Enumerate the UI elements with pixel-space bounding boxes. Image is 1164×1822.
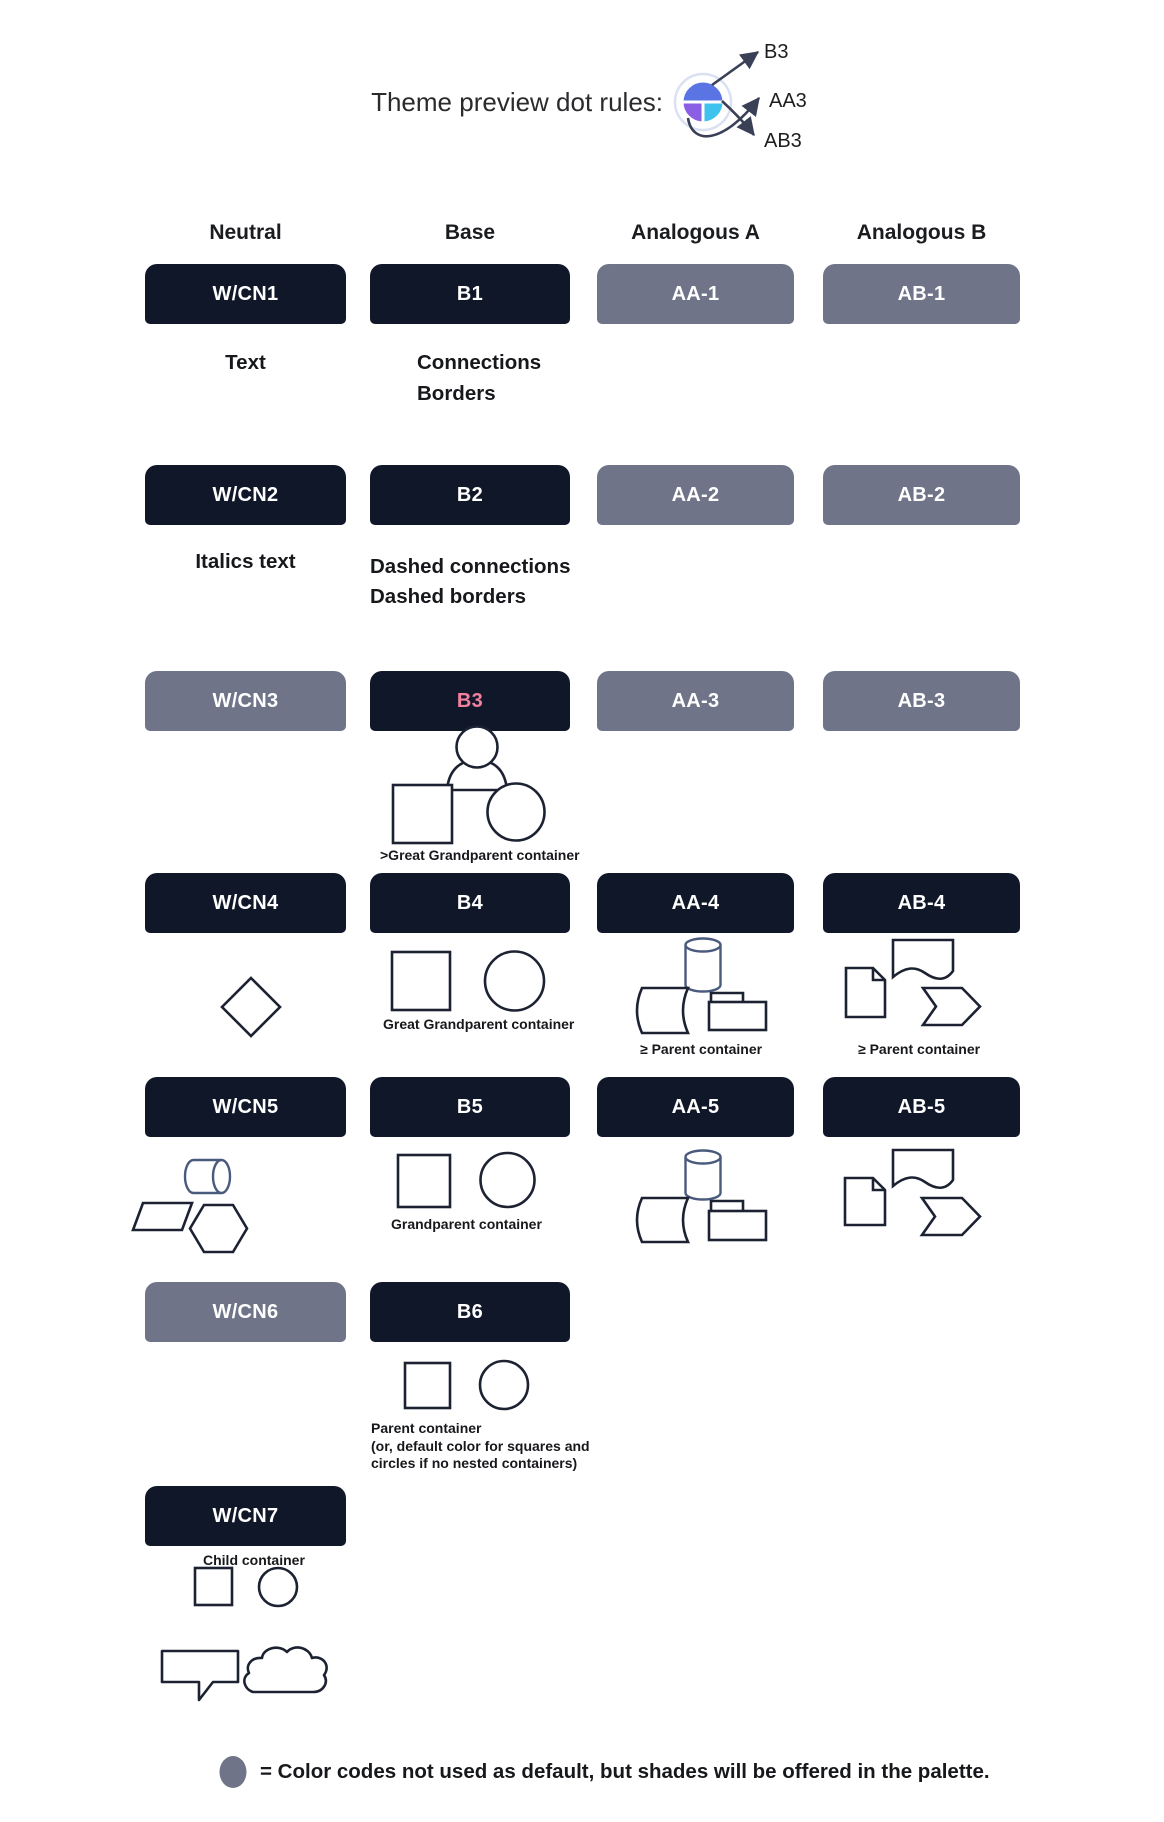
stored-data-icon bbox=[637, 988, 688, 1033]
swatch-wcn7 bbox=[145, 1486, 346, 1546]
cylinder-top-icon bbox=[686, 1151, 721, 1164]
caption-parent-line1: Parent container bbox=[371, 1420, 482, 1436]
swatch-wcn4 bbox=[145, 873, 346, 933]
caption-dashed-connections: Dashed connections bbox=[370, 555, 571, 578]
caption-child: Child container bbox=[203, 1552, 305, 1568]
caption-parent-ab4: ≥ Parent container bbox=[858, 1041, 981, 1057]
column-header-analogous-b: Analogous B bbox=[856, 221, 987, 244]
column-header-analogous-a: Analogous A bbox=[631, 221, 760, 244]
swatch-wcn3 bbox=[145, 671, 346, 731]
swatch-ab4 bbox=[823, 873, 1020, 933]
swatch-label: W/CN7 bbox=[212, 1504, 279, 1527]
document-icon bbox=[846, 968, 885, 1017]
page-title: Theme preview dot rules: bbox=[371, 87, 663, 117]
color-dot-icon bbox=[219, 1755, 247, 1789]
caption-dashed bbox=[370, 552, 571, 612]
legend-text: = Color codes not used as default, but shades will be offered in the palette. bbox=[260, 1760, 990, 1783]
swatch-wcn6 bbox=[145, 1282, 346, 1342]
wcn7-extra-shapes bbox=[155, 1640, 335, 1708]
chevron-icon bbox=[922, 1198, 980, 1235]
swatch-label: AA-4 bbox=[671, 891, 720, 914]
swatch-label: B5 bbox=[456, 1095, 484, 1118]
swatch-b2 bbox=[370, 465, 570, 525]
tabbed-rect-icon bbox=[709, 1211, 766, 1240]
cloud-icon bbox=[244, 1647, 326, 1692]
arrow-to-b3 bbox=[712, 52, 758, 85]
folder-tab-icon bbox=[711, 1201, 743, 1211]
swatch-ab5 bbox=[823, 1077, 1020, 1137]
square-icon bbox=[392, 952, 450, 1010]
swatch-label: B1 bbox=[456, 282, 484, 305]
dot-label-ab3: AB3 bbox=[764, 130, 802, 152]
dot-bottom-right-cyan bbox=[703, 102, 724, 123]
swatch-label: AA-3 bbox=[671, 689, 720, 712]
square-icon bbox=[405, 1363, 450, 1408]
stored-data-icon bbox=[637, 1198, 688, 1242]
swatch-label: AB-5 bbox=[897, 1095, 946, 1118]
speech-bubble-icon bbox=[162, 1651, 238, 1700]
ab4-shapes bbox=[835, 930, 995, 1038]
caption-parent-block bbox=[371, 1420, 590, 1473]
swatch-ab3 bbox=[823, 671, 1020, 731]
dot-bottom-left-purple bbox=[682, 102, 703, 123]
circle-icon bbox=[488, 784, 545, 841]
swatch-label: W/CN4 bbox=[212, 891, 279, 914]
caption-parent-line3: circles if no nested containers) bbox=[371, 1455, 578, 1471]
wavy-document-icon bbox=[893, 1150, 953, 1188]
circle-icon bbox=[259, 1568, 297, 1606]
swatch-label: W/CN3 bbox=[212, 689, 279, 712]
hexagon-icon bbox=[190, 1205, 247, 1252]
swatch-b4 bbox=[370, 873, 570, 933]
b4-shapes bbox=[385, 944, 550, 1019]
tabbed-rect-icon bbox=[709, 1002, 766, 1030]
caption-parent-line2: (or, default color for squares and bbox=[371, 1437, 590, 1454]
horizontal-cylinder-end-icon bbox=[213, 1160, 230, 1193]
aa5-shapes bbox=[625, 1140, 790, 1248]
square-icon bbox=[398, 1155, 450, 1207]
swatch-label: W/CN6 bbox=[212, 1300, 279, 1323]
swatch-ab2 bbox=[823, 465, 1020, 525]
swatch-b1 bbox=[370, 264, 570, 324]
swatch-label: AB-2 bbox=[897, 483, 946, 506]
swatch-wcn2 bbox=[145, 465, 346, 525]
wavy-document-icon bbox=[893, 940, 953, 979]
wcn5-shapes bbox=[125, 1148, 260, 1258]
swatch-label: B4 bbox=[456, 891, 484, 914]
caption-connections: Connections bbox=[417, 351, 542, 374]
swatch-aa1 bbox=[597, 264, 794, 324]
swatch-aa2 bbox=[597, 465, 794, 525]
caption-parent-aa4: ≥ Parent container bbox=[640, 1041, 763, 1057]
circle-icon bbox=[485, 952, 544, 1011]
swatch-wcn5 bbox=[145, 1077, 346, 1137]
b6-shapes bbox=[398, 1356, 533, 1412]
swatch-label: B2 bbox=[456, 483, 484, 506]
dot-top-half-blue bbox=[682, 81, 724, 102]
swatch-label: AA-5 bbox=[671, 1095, 720, 1118]
square-icon bbox=[195, 1568, 232, 1605]
caption-connections-borders bbox=[417, 347, 541, 409]
swatch-label: AB-4 bbox=[897, 891, 946, 914]
swatch-b5 bbox=[370, 1077, 570, 1137]
wcn4-shapes bbox=[218, 974, 284, 1040]
swatch-label: W/CN2 bbox=[212, 483, 279, 506]
square-icon bbox=[393, 785, 452, 843]
swatch-aa4 bbox=[597, 873, 794, 933]
dot-label-b3: B3 bbox=[764, 41, 789, 63]
swatch-wcn1 bbox=[145, 264, 346, 324]
swatch-b6 bbox=[370, 1282, 570, 1342]
column-header-neutral: Neutral bbox=[209, 221, 282, 244]
parallelogram-icon bbox=[133, 1203, 192, 1230]
swatch-aa3 bbox=[597, 671, 794, 731]
caption-great-grandparent: Great Grandparent container bbox=[383, 1016, 575, 1032]
swatch-aa5 bbox=[597, 1077, 794, 1137]
document-icon bbox=[845, 1178, 885, 1225]
caption-borders: Borders bbox=[417, 382, 496, 405]
aa4-shapes bbox=[625, 930, 790, 1038]
b3-shape-cluster bbox=[370, 720, 570, 865]
swatch-label: W/CN5 bbox=[212, 1095, 279, 1118]
folder-tab-icon bbox=[711, 993, 743, 1002]
caption-text: Text bbox=[225, 351, 266, 374]
swatch-label-pink: B3 bbox=[456, 689, 484, 712]
wcn7-shapes bbox=[188, 1562, 303, 1610]
legend bbox=[219, 1753, 990, 1791]
caption-great-grandparent-gt: >Great Grandparent container bbox=[380, 847, 580, 863]
chevron-icon bbox=[923, 988, 980, 1025]
swatch-label: AA-1 bbox=[671, 282, 720, 305]
diamond-icon bbox=[222, 978, 280, 1036]
b5-shapes bbox=[390, 1148, 545, 1213]
caption-grandparent: Grandparent container bbox=[391, 1216, 542, 1232]
swatch-label: AB-3 bbox=[897, 689, 946, 712]
caption-italics-text: Italics text bbox=[195, 550, 296, 573]
circle-icon bbox=[480, 1361, 528, 1409]
column-header-base: Base bbox=[444, 221, 496, 244]
caption-dashed-borders: Dashed borders bbox=[370, 585, 527, 608]
swatch-label: AA-2 bbox=[671, 483, 720, 506]
dot-label-aa3: AA3 bbox=[769, 90, 807, 112]
person-head-icon bbox=[457, 727, 498, 768]
ab5-shapes bbox=[835, 1140, 995, 1248]
swatch-label: W/CN1 bbox=[212, 282, 279, 305]
swatch-ab1 bbox=[823, 264, 1020, 324]
swatch-label: B6 bbox=[456, 1300, 484, 1323]
cylinder-top-icon bbox=[686, 939, 721, 952]
swatch-label: AB-1 bbox=[897, 282, 946, 305]
circle-icon bbox=[481, 1153, 535, 1207]
